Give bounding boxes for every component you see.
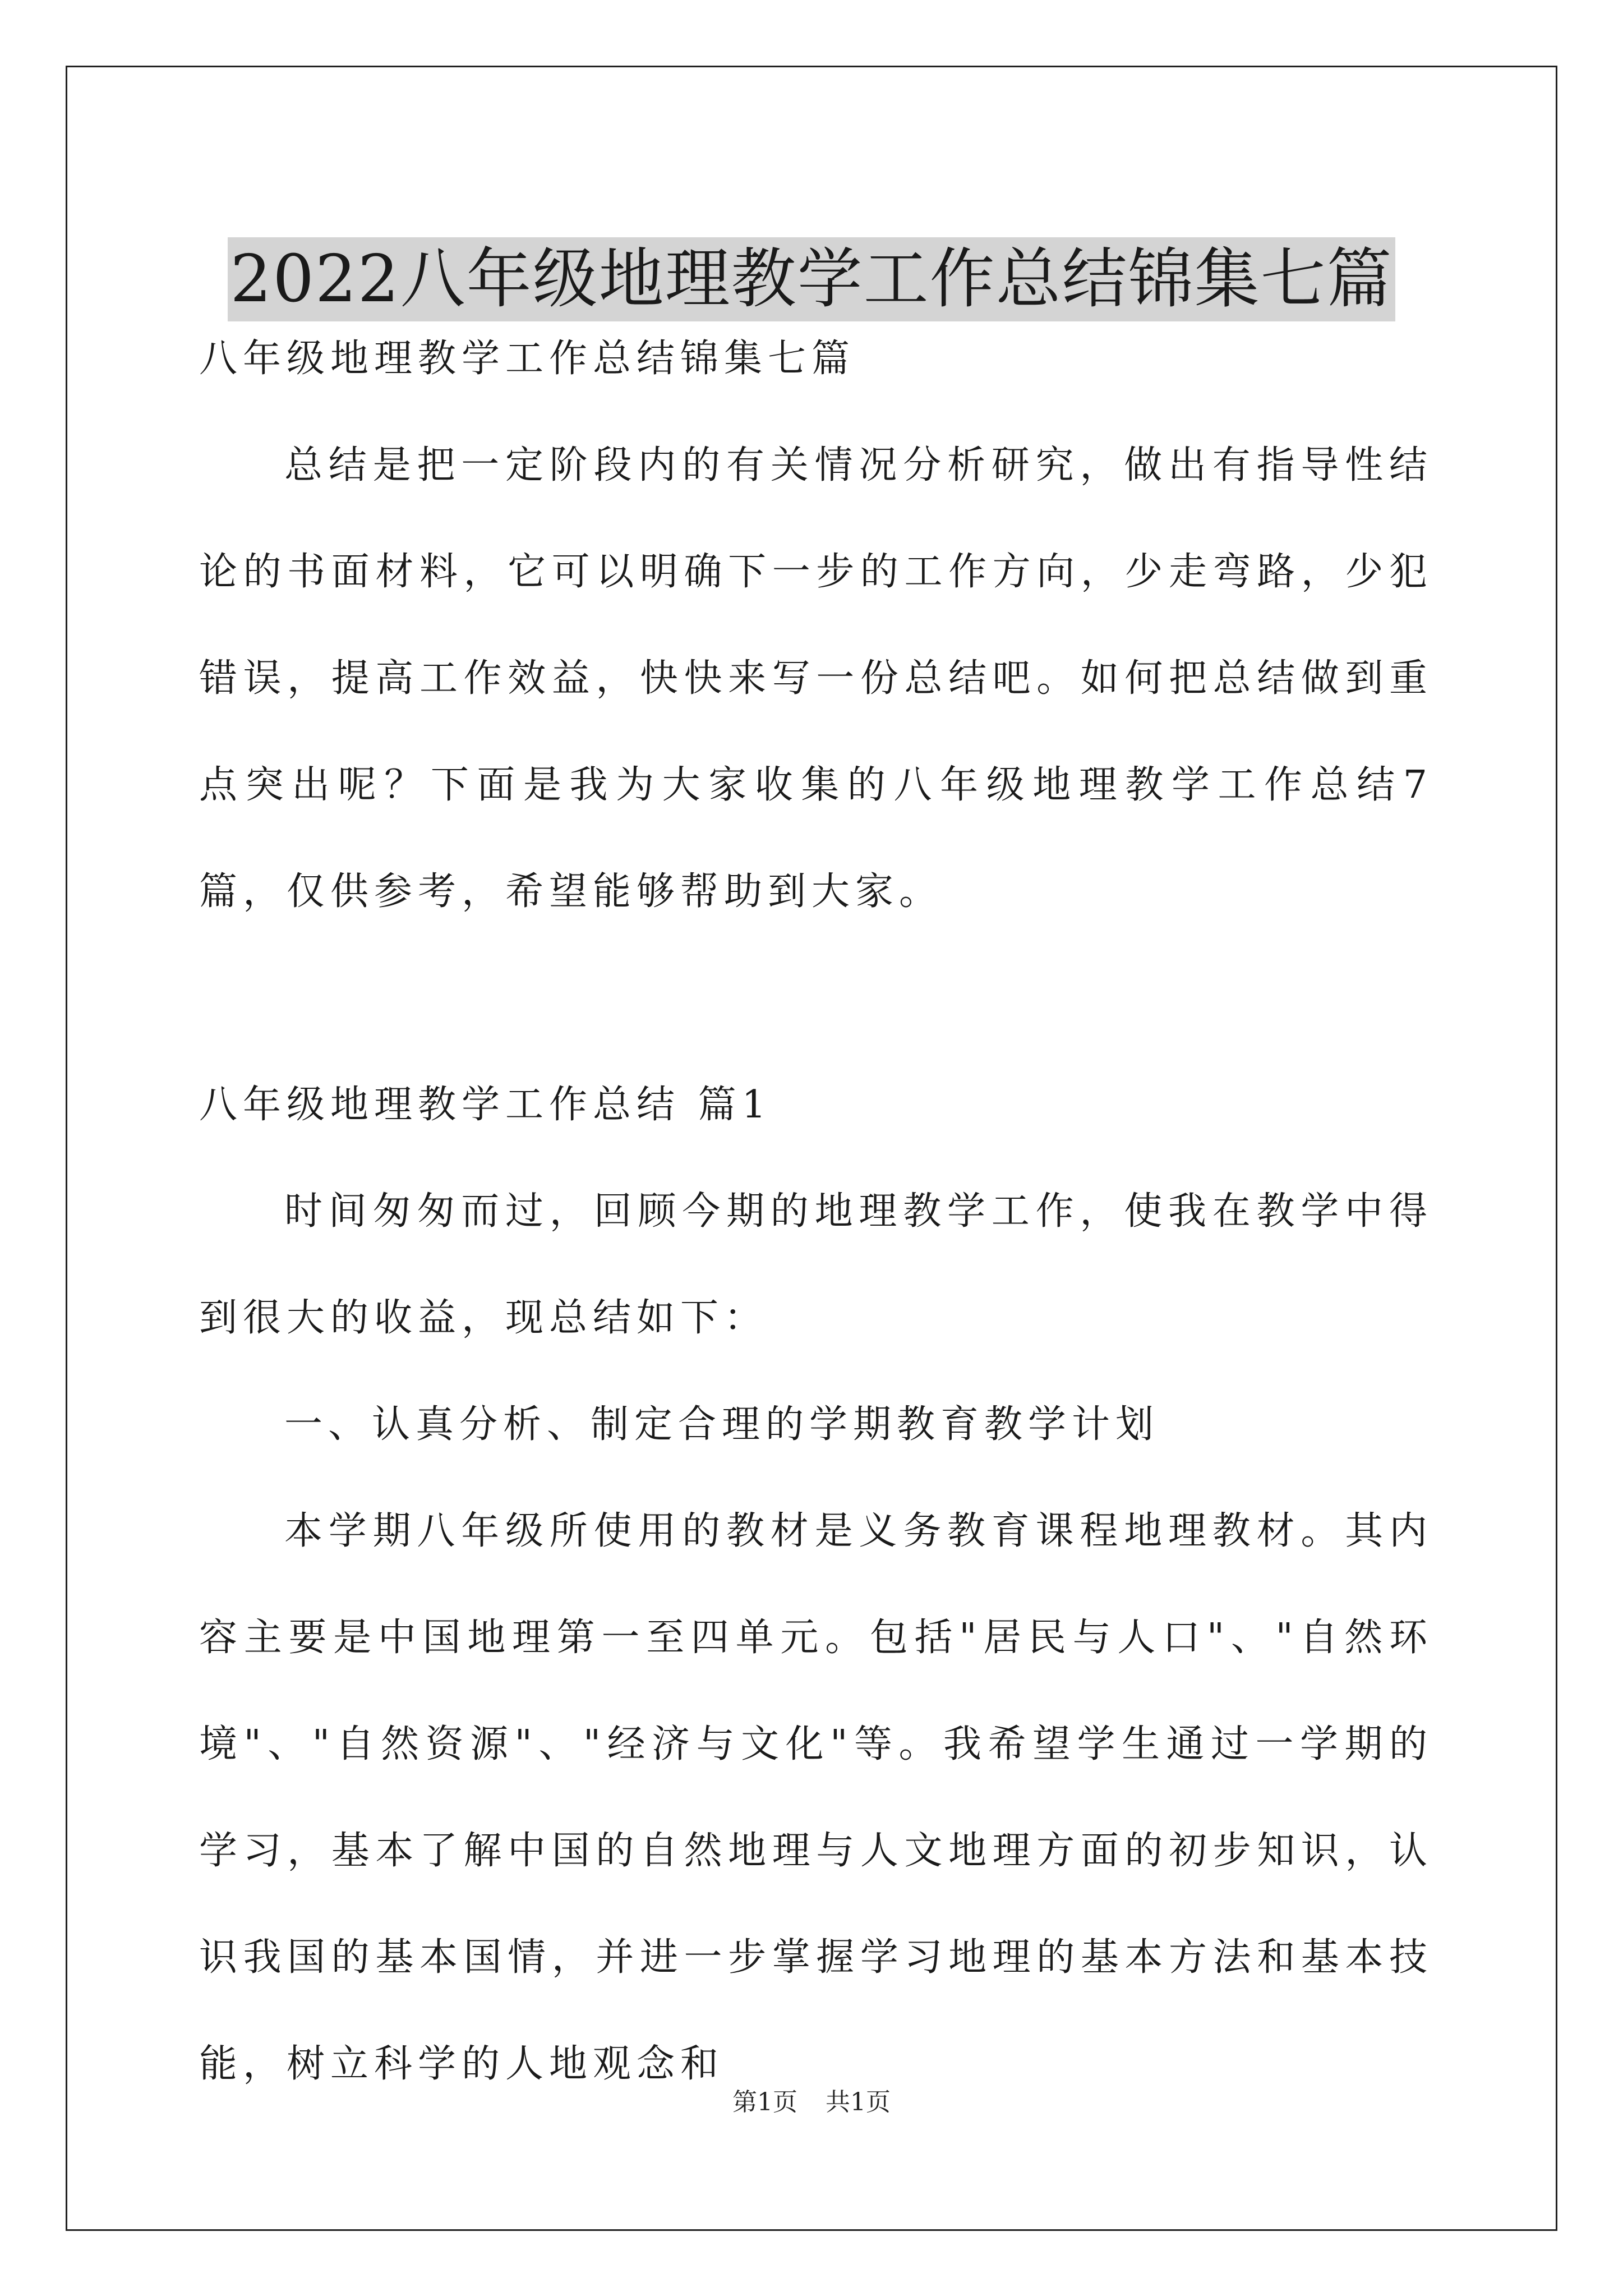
- page-number-current: 第1页: [732, 2088, 797, 2116]
- document-body: [199, 306, 1433, 2118]
- document-title: 2022八年级地理教学工作总结锦集七篇: [228, 237, 1395, 321]
- intro-paragraph: 总结是把一定阶段内的有关情况分析研究，做出有指导性结论的书面材料，它可以明确下一步的工作方向，少走弯路，少犯错误，提高工作效益，快快来写一份总结吧。如何把总结做到重点突出呢？下面是我为大家收集的八年级地理教学工作总结7篇，仅供参考，希望能够帮助到大家。: [199, 443, 1433, 914]
- page-number-total: 共1页: [826, 2088, 891, 2116]
- section-heading-1: 八年级地理教学工作总结 篇1: [199, 1083, 772, 1127]
- paragraph-gap: [199, 945, 1433, 1052]
- section1-item-1: 一、认真分析、制定合理的学期教育教学计划: [284, 1402, 1160, 1447]
- document-subtitle: 八年级地理教学工作总结锦集七篇: [199, 337, 856, 381]
- section1-paragraph-2: 本学期八年级所使用的教材是义务教育课程地理教材。其内容主要是中国地理第一至四单元。包括"居民与人口"、"自然环境"、"自然资源"、"经济与文化"等。我希望学生通过一学期的学习，基本了解中国的自然地理与人文地理方面的初步知识，认识我国的基本国情，并进一步掌握学习地理的基本方法和基本技能，树立科学的人地观念和: [199, 1509, 1433, 2086]
- section1-paragraph-1: 时间匆匆而过，回顾今期的地理教学工作，使我在教学中得到很大的收益，现总结如下：: [199, 1189, 1433, 1340]
- page-footer: [0, 2086, 1623, 2119]
